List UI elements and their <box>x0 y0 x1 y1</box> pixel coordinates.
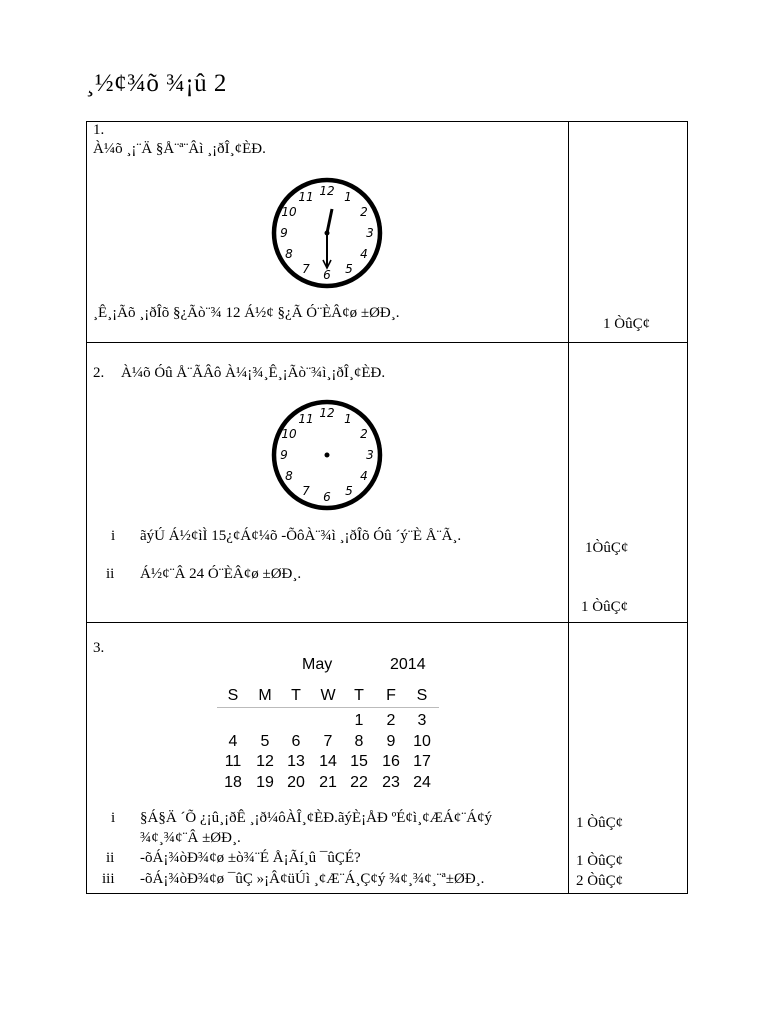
svg-text:10: 10 <box>281 205 297 219</box>
weekday-label: W <box>320 687 336 704</box>
calendar-day: 6 <box>291 733 301 750</box>
weekday-label: T <box>354 687 364 704</box>
svg-text:6: 6 <box>323 268 331 282</box>
weekday-label: S <box>227 687 239 704</box>
calendar-day: 7 <box>323 733 333 750</box>
q1-prompt: À¼õ ¸¡¨Ä §Å¨ª¨Âì ¸¡ðÎ¸¢ÈÐ. <box>93 141 266 157</box>
svg-text:10: 10 <box>281 427 297 441</box>
calendar-day: 19 <box>256 774 274 791</box>
table-border-left <box>86 121 87 894</box>
q2-prompt: À¼õ Óû Å¨ÃÂô À¼¡¾¸Ê¸¡Ãò¨¾ì¸¡ðÎ¸¢ÈÐ. <box>121 365 386 381</box>
table-border-top <box>86 121 688 122</box>
q3-sub-i-marks: 1 ÒûÇ¢ <box>576 815 624 831</box>
svg-text:2: 2 <box>360 205 368 219</box>
svg-text:1: 1 <box>344 412 352 426</box>
table-border-bottom <box>86 893 688 894</box>
calendar-day: 14 <box>319 753 337 770</box>
calendar-day: 21 <box>319 774 337 791</box>
svg-text:1: 1 <box>344 190 352 204</box>
q1-marks: 1 ÒûÇ¢ <box>603 316 651 332</box>
calendar-day: 20 <box>287 774 305 791</box>
q3-sub-i-line2: ¾¢¸¾¢¨Â ±ØÐ¸. <box>140 830 241 846</box>
svg-text:9: 9 <box>280 448 288 462</box>
weekday-label: F <box>386 687 396 704</box>
q1-question: ¸Ê¸¡Ãõ ¸¡ðÎõ §¿Ãò¨¾ 12 Á½¢ §¿Ã Ó¨ÈÂ¢ø ±ØÐ¸. <box>93 305 400 321</box>
svg-text:3: 3 <box>366 226 374 240</box>
q3-sub-iii-label: iii <box>102 871 115 887</box>
svg-text:8: 8 <box>285 469 293 483</box>
calendar-day: 10 <box>413 733 431 750</box>
q1-number: 1. <box>93 122 105 138</box>
svg-text:7: 7 <box>302 262 310 276</box>
svg-text:5: 5 <box>345 484 353 498</box>
clock-2 <box>270 398 384 512</box>
svg-text:9: 9 <box>280 226 288 240</box>
calendar-day: 12 <box>256 753 274 770</box>
calendar-year: 2014 <box>390 656 426 673</box>
q3-number: 3. <box>93 640 105 656</box>
q2-number: 2. <box>93 365 105 381</box>
svg-text:3: 3 <box>366 448 374 462</box>
calendar <box>217 654 439 794</box>
weekday-label: M <box>258 687 272 704</box>
svg-text:11: 11 <box>298 190 314 204</box>
q3-sub-ii-label: ii <box>106 850 115 866</box>
svg-text:12: 12 <box>319 184 335 198</box>
calendar-header-rule <box>217 707 439 708</box>
svg-text:2: 2 <box>360 427 368 441</box>
svg-text:8: 8 <box>285 247 293 261</box>
q2-sub-ii-marks: 1 ÒûÇ¢ <box>581 599 629 615</box>
calendar-day: 13 <box>287 753 305 770</box>
row-divider-2 <box>86 622 688 623</box>
q2-sub-i-text: ãýÚ Á½¢ìÌ 15¿¢Á¢¼õ -ÕôÀ¨¾ì ¸¡ðÎõ Óû ´ý¨È Å¨Ã¸. <box>140 528 462 544</box>
q2-sub-ii-text: Á½¢¨Â 24 Ó¨ÈÂ¢ø ±ØÐ¸. <box>140 566 302 582</box>
column-divider <box>568 121 569 894</box>
svg-text:6: 6 <box>323 490 331 504</box>
q3-sub-ii-text: -õÁ¡¾òÐ¾¢ø ±ò¾¨É Å¡Ãí¸û ¯ûÇÉ? <box>140 850 361 866</box>
svg-text:4: 4 <box>360 469 368 483</box>
q2-sub-ii-label: ii <box>106 566 115 582</box>
calendar-day: 24 <box>413 774 431 791</box>
q3-sub-iii-marks: 2 ÒûÇ¢ <box>576 873 624 889</box>
table-border-right <box>687 121 688 894</box>
calendar-day: 4 <box>228 733 238 750</box>
calendar-day: 2 <box>386 712 396 729</box>
calendar-day: 15 <box>350 753 368 770</box>
svg-text:11: 11 <box>298 412 314 426</box>
calendar-day: 11 <box>224 753 242 770</box>
page-title: ¸½¢¾õ ¾¡û 2 <box>86 70 227 97</box>
clock-1 <box>270 176 384 290</box>
calendar-day: 23 <box>382 774 400 791</box>
calendar-day: 8 <box>354 733 364 750</box>
calendar-day: 17 <box>413 753 431 770</box>
calendar-month: May <box>302 656 333 673</box>
calendar-day: 18 <box>224 774 242 791</box>
svg-text:12: 12 <box>319 406 335 420</box>
q2-sub-i-marks: 1ÒûÇ¢ <box>585 540 629 556</box>
svg-text:5: 5 <box>345 262 353 276</box>
svg-text:7: 7 <box>302 484 310 498</box>
calendar-day: 16 <box>382 753 400 770</box>
calendar-day: 9 <box>386 733 396 750</box>
q2-sub-i-label: i <box>111 528 116 544</box>
weekday-label: S <box>416 687 428 704</box>
q3-sub-iii-text: -õÁ¡¾òÐ¾¢ø ¯ûÇ »¡Â¢üÚì ¸¢Æ¨Á¸Ç¢ý ¾¢¸¾¢¸¨ª±ØÐ¸. <box>140 871 485 887</box>
q3-sub-ii-marks: 1 ÒûÇ¢ <box>576 853 624 869</box>
svg-text:4: 4 <box>360 247 368 261</box>
row-divider-1 <box>86 342 688 343</box>
calendar-day: 5 <box>260 733 270 750</box>
calendar-day: 22 <box>350 774 368 791</box>
q3-sub-i-label: i <box>111 810 116 826</box>
weekday-label: T <box>291 687 301 704</box>
clock-1-hour-hand <box>327 209 332 233</box>
calendar-day: 1 <box>354 712 364 729</box>
calendar-day: 3 <box>417 712 427 729</box>
q3-sub-i-line1: §Á§Ä ´Õ ¿¡û¸¡ðÊ ¸¡ð¼ôÀÎ¸¢ÈÐ.ãýÈ¡ÅÐ ºÉ¢ì¸¢ÆÁ¢¨Á¢ý <box>140 810 493 826</box>
